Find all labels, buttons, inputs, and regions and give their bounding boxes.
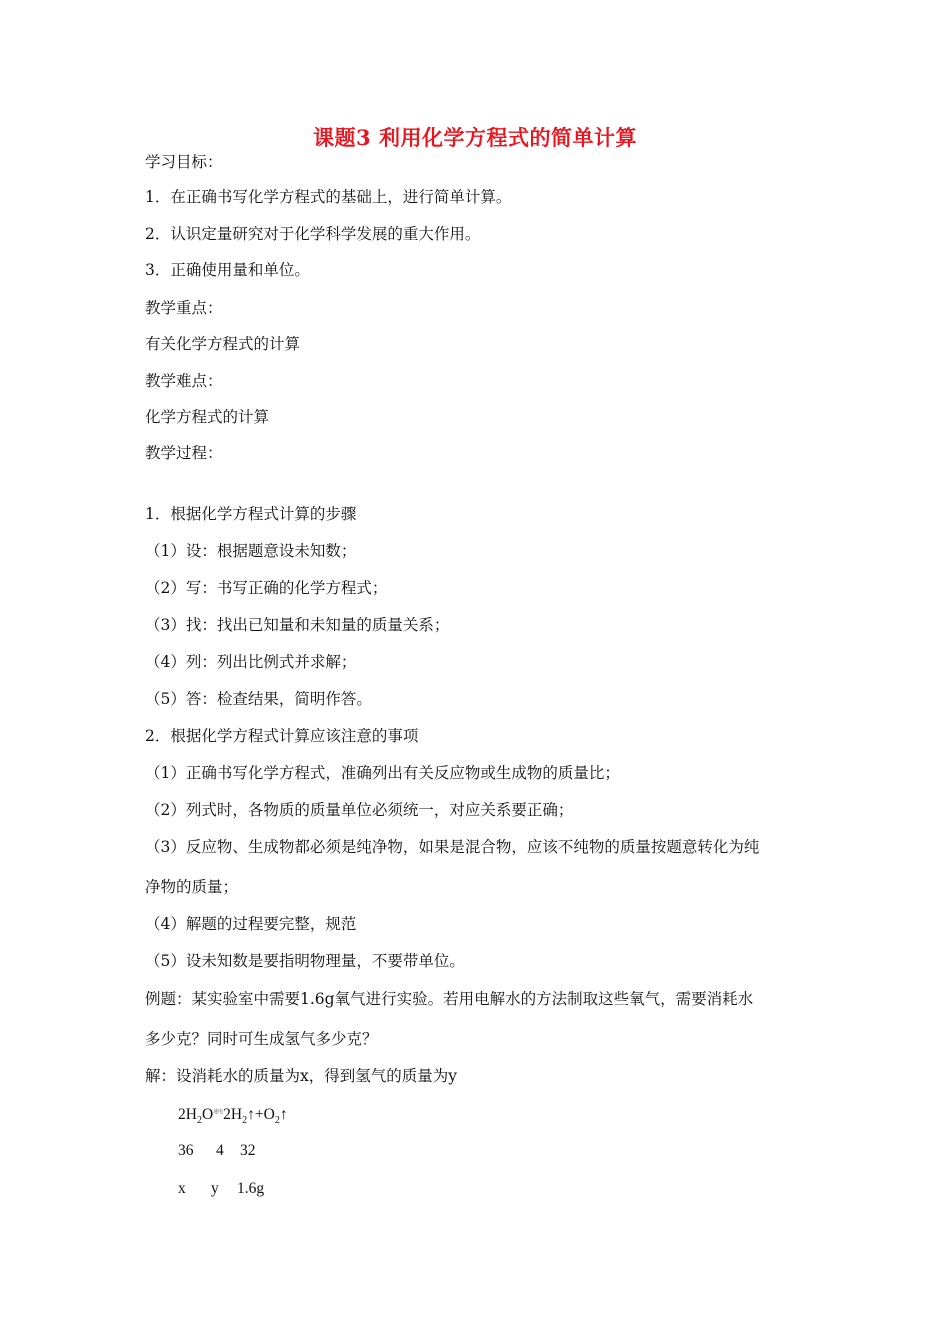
relative-mass-row [178,1140,256,1162]
steps-heading: 1．根据化学方程式计算的步骤 [145,505,357,523]
step-4: （4）列：列出比例式并求解； [145,653,357,671]
step-3: （3）找：找出已知量和未知量的质量关系； [145,616,450,634]
reaction-condition: 通电 [213,1110,224,1115]
objective-2: 2．认识定量研究对于化学科学发展的重大作用。 [145,225,481,243]
step-2: （2）写：书写正确的化学方程式； [145,579,388,597]
section-heading-objectives: 学习目标： [145,153,223,171]
section-heading-key-points: 教学重点： [145,299,223,317]
objective-3: 3．正确使用量和单位。 [145,261,310,279]
note-5: （5）设未知数是要指明物理量，不要带单位。 [145,952,465,970]
chemical-equation: $2H_2O^{通电}2H_2↑+O_2↑$ [178,1106,288,1127]
var-y: y [211,1180,219,1197]
note-3-continued: 净物的质量； [145,878,239,896]
note-2: （2）列式时，各物质的质量单位必须统一，对应关系要正确； [145,801,574,819]
note-1: （1）正确书写化学方程式，准确列出有关反应物或生成物的质量比； [145,764,620,782]
mass-oxygen: 32 [240,1142,256,1159]
note-3: （3）反应物、生成物都必须是纯净物，如果是混合物，应该不纯物的质量按题意转化为纯 [145,838,760,856]
section-heading-process: 教学过程： [145,444,223,462]
oxygen-mass-value: 1.6g [237,1180,265,1197]
mass-water: 36 [178,1142,194,1159]
mass-hydrogen: 4 [216,1142,224,1159]
var-x: x [178,1180,186,1197]
note-4: （4）解题的过程要完整，规范 [145,915,357,933]
step-5: （5）答：检查结果，简明作答。 [145,690,372,708]
example-question: 例题：某实验室中需要1.6g氧气进行实验。若用电解水的方法制取这些氧气，需要消耗水 [145,990,754,1008]
solution-intro: 解：设消耗水的质量为x，得到氢气的质量为y [145,1067,457,1085]
unknown-quantity-row [178,1178,264,1200]
lesson-title: 课题3 利用化学方程式的简单计算 [313,125,637,150]
objective-1: 1．在正确书写化学方程式的基础上，进行简单计算。 [145,188,512,206]
difficulty-text: 化学方程式的计算 [145,408,270,426]
key-point-text: 有关化学方程式的计算 [145,335,301,353]
notes-heading: 2．根据化学方程式计算应该注意的事项 [145,727,419,745]
section-heading-difficulties: 教学难点： [145,372,223,390]
example-question-continued: 多少克？同时可生成氢气多少克？ [145,1030,378,1048]
step-1: （1）设：根据题意设未知数； [145,542,357,560]
